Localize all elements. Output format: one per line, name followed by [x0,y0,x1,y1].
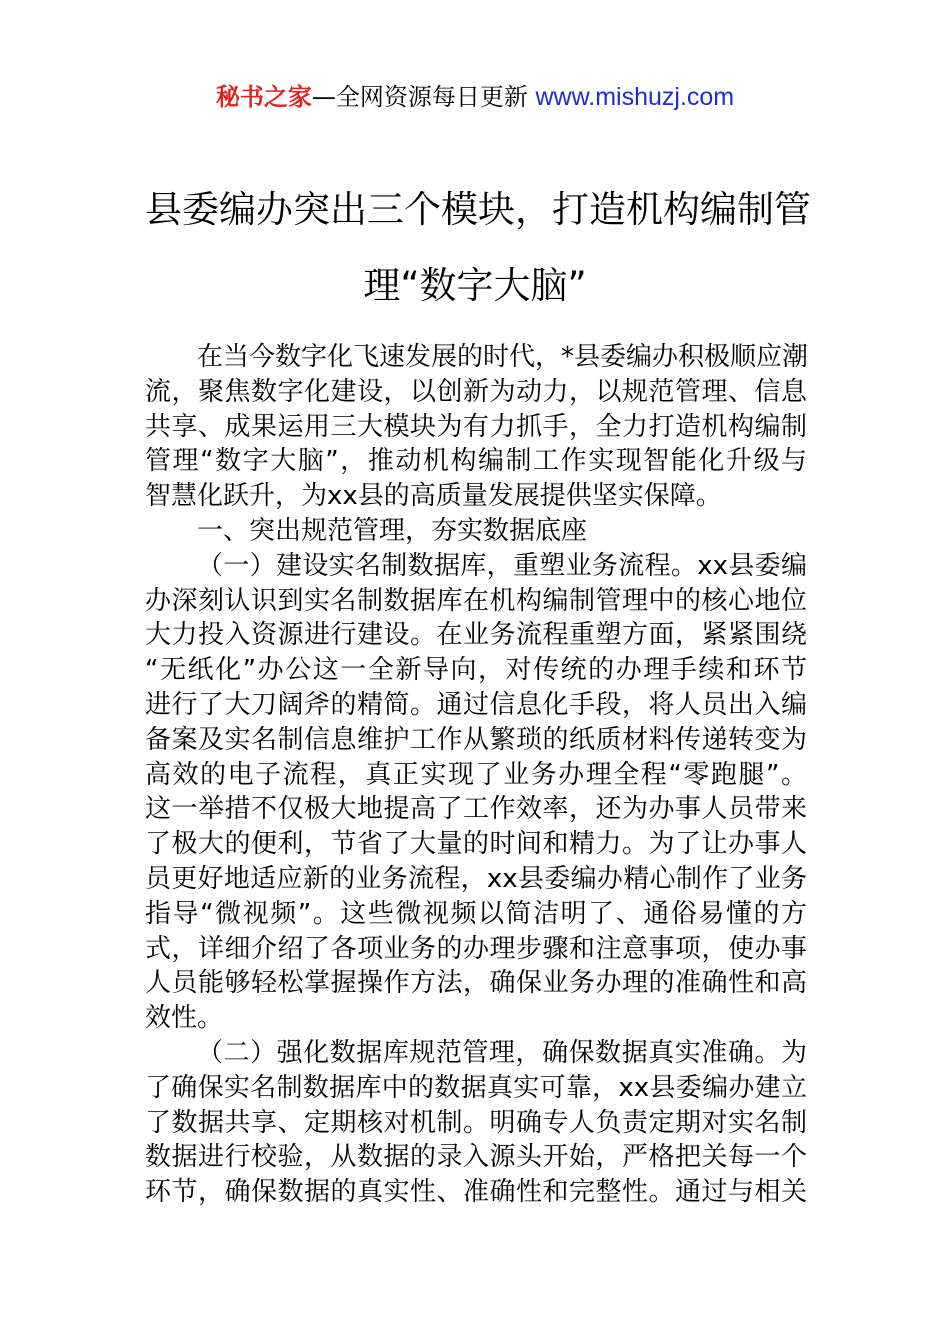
body-line: 环节，确保数据的真实性、准确性和完整性。通过与相关 [145,1177,807,1208]
body-line: 进行了大刀阔斧的精简。通过信息化手段，将人员出入编 [145,689,807,720]
body-line: 办深刻认识到实名制数据库在机构编制管理中的核心地位 [145,585,807,616]
body-line: 式，详细介绍了各项业务的办理步骤和注意事项，使办事 [145,933,807,964]
body-line: 了极大的便利，节省了大量的时间和精力。为了让办事人 [145,829,807,860]
body-line: 高效的电子流程，真正实现了业务办理全程“零跑腿”。 [145,759,807,790]
title-line: 理“数字大脑” [363,264,587,307]
body-line: 这一举措不仅极大地提高了工作效率，还为办事人员带来 [145,794,807,825]
body-line: 员更好地适应新的业务流程，xx县委编办精心制作了业务 [145,863,807,894]
body-line: 管理“数字大脑”，推动机构编制工作实现智能化升级与 [145,446,807,477]
brand-name: 秘书之家 [215,83,312,111]
site-header [0,80,950,114]
body-line: 了确保实名制数据库中的数据真实可靠，xx县委编办建立 [145,1072,807,1103]
body-line: （一）建设实名制数据库，重塑业务流程。xx县委编 [197,550,807,581]
body-line: 在当今数字化飞速发展的时代，*县委编办积极顺应潮 [197,342,809,372]
site-url-link[interactable]: www.mishuzj.com [535,83,735,111]
body-line: 大力投入资源进行建设。在业务流程重塑方面，紧紧围绕 [145,620,807,651]
body-line: 指导“微视频”。这些微视频以简洁明了、通俗易懂的方 [145,898,807,929]
body-line: 了数据共享、定期核对机制。明确专人负责定期对实名制 [145,1107,807,1138]
header-tagline: —全网资源每日更新 [311,83,536,111]
document-title [145,172,811,324]
body-line: 备案及实名制信息维护工作从繁琐的纸质材料传递转变为 [145,724,807,755]
body-line: 智慧化跃升，为xx县的高质量发展提供坚实保障。 [145,481,722,512]
body-line: 数据进行校验，从数据的录入源头开始，严格把关每一个 [145,1142,807,1173]
body-line: 人员能够轻松掌握操作方法，确保业务办理的准确性和高 [145,968,807,999]
body-line: 效性。 [145,1003,224,1034]
title-line: 县委编办突出三个模块，打造机构编制管 [145,188,811,231]
body-line: （二）强化数据库规范管理，确保数据真实准确。为 [197,1037,807,1068]
body-line: “无纸化”办公这一全新导向，对传统的办理手续和环节 [145,655,807,686]
body-line: 流，聚焦数字化建设，以创新为动力，以规范管理、信息 [145,376,807,407]
document-body [145,340,807,1210]
body-line: 共享、成果运用三大模块为有力抓手，全力打造机构编制 [145,411,807,442]
section-heading: 一、突出规范管理，夯实数据底座 [197,515,588,546]
